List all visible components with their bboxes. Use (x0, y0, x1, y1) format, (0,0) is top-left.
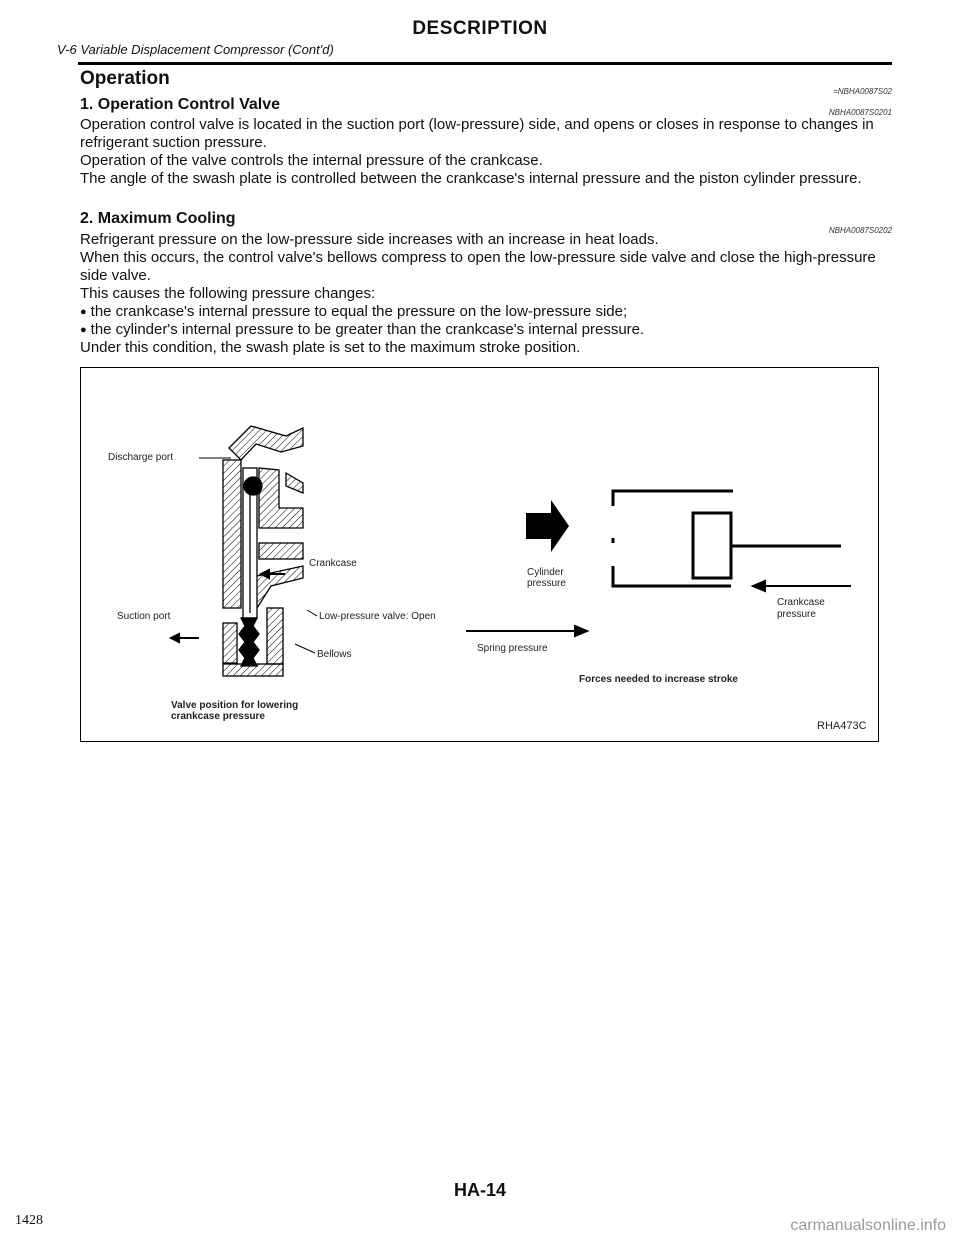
watermark: carmanualsonline.info (790, 1217, 946, 1234)
caption-valve-position-2: crankcase pressure (171, 711, 265, 722)
paragraph: This causes the following pressure changes: (80, 285, 376, 302)
valve-and-stroke-diagram (81, 368, 878, 741)
label-cylinder-pressure-1: Cylinder (527, 567, 564, 578)
label-crankcase: Crankcase (309, 558, 357, 569)
paragraph: Operation control valve is located in the suction port (low-pressure) side, and opens or closes in response to changes in refrigerant suction pressure. (80, 116, 874, 151)
page-number: 1428 (15, 1213, 43, 1228)
subsection-1-code: NBHA0087S0201 (828, 108, 892, 117)
label-spring-pressure: Spring pressure (477, 643, 548, 654)
label-crankcase-pressure-1: Crankcase (777, 597, 825, 608)
section-title: Operation (80, 68, 170, 89)
label-crankcase-pressure-2: pressure (777, 609, 816, 620)
subsection-2-code: NBHA0087S0202 (828, 226, 892, 235)
subsection-2-body (80, 231, 892, 357)
section-code: =NBHA0087S02 (833, 87, 892, 96)
label-bellows: Bellows (317, 649, 352, 660)
diagram-figure (80, 367, 879, 742)
paragraph: When this occurs, the control valve's bellows compress to open the low-pressure side valve and close the high-pressure side valve. (80, 249, 876, 284)
paragraph: The angle of the swash plate is controlled between the crankcase's internal pressure and the piston cylinder pressure. (80, 170, 862, 187)
page-header-subtitle: V-6 Variable Displacement Compressor (Cont'd) (57, 42, 334, 57)
label-discharge-port: Discharge port (108, 452, 174, 463)
label-cylinder-pressure-2: pressure (527, 578, 566, 589)
paragraph: Under this condition, the swash plate is set to the maximum stroke position. (80, 339, 581, 356)
thick-arrow-icon (526, 500, 569, 552)
cylinder-piston-drawing (613, 491, 841, 586)
label-low-pressure-valve: Low-pressure valve: Open (319, 611, 436, 622)
bullet-item: ● the crankcase's internal pressure to equal the pressure on the low-pressure side; (80, 303, 892, 321)
paragraph: Refrigerant pressure on the low-pressure side increases with an increase in heat loads. (80, 231, 659, 248)
subsection-1-title: 1. Operation Control Valve (80, 96, 281, 113)
subsection-1-body (80, 116, 892, 188)
subsection-2-title: 2. Maximum Cooling (80, 210, 236, 227)
caption-forces-needed: Forces needed to increase stroke (579, 674, 738, 685)
label-suction-port: Suction port (117, 611, 171, 622)
bullet-item: ● the cylinder's internal pressure to be greater than the crankcase's internal pressure. (80, 321, 892, 339)
caption-valve-position-1: Valve position for lowering (171, 700, 299, 711)
figure-code: RHA473C (817, 720, 867, 732)
page-header-title: DESCRIPTION (412, 18, 548, 39)
page-footer-label: HA-14 (453, 1180, 506, 1200)
control-valve-drawing (223, 426, 303, 676)
paragraph: Operation of the valve controls the internal pressure of the crankcase. (80, 152, 543, 169)
header-rule (78, 62, 892, 65)
